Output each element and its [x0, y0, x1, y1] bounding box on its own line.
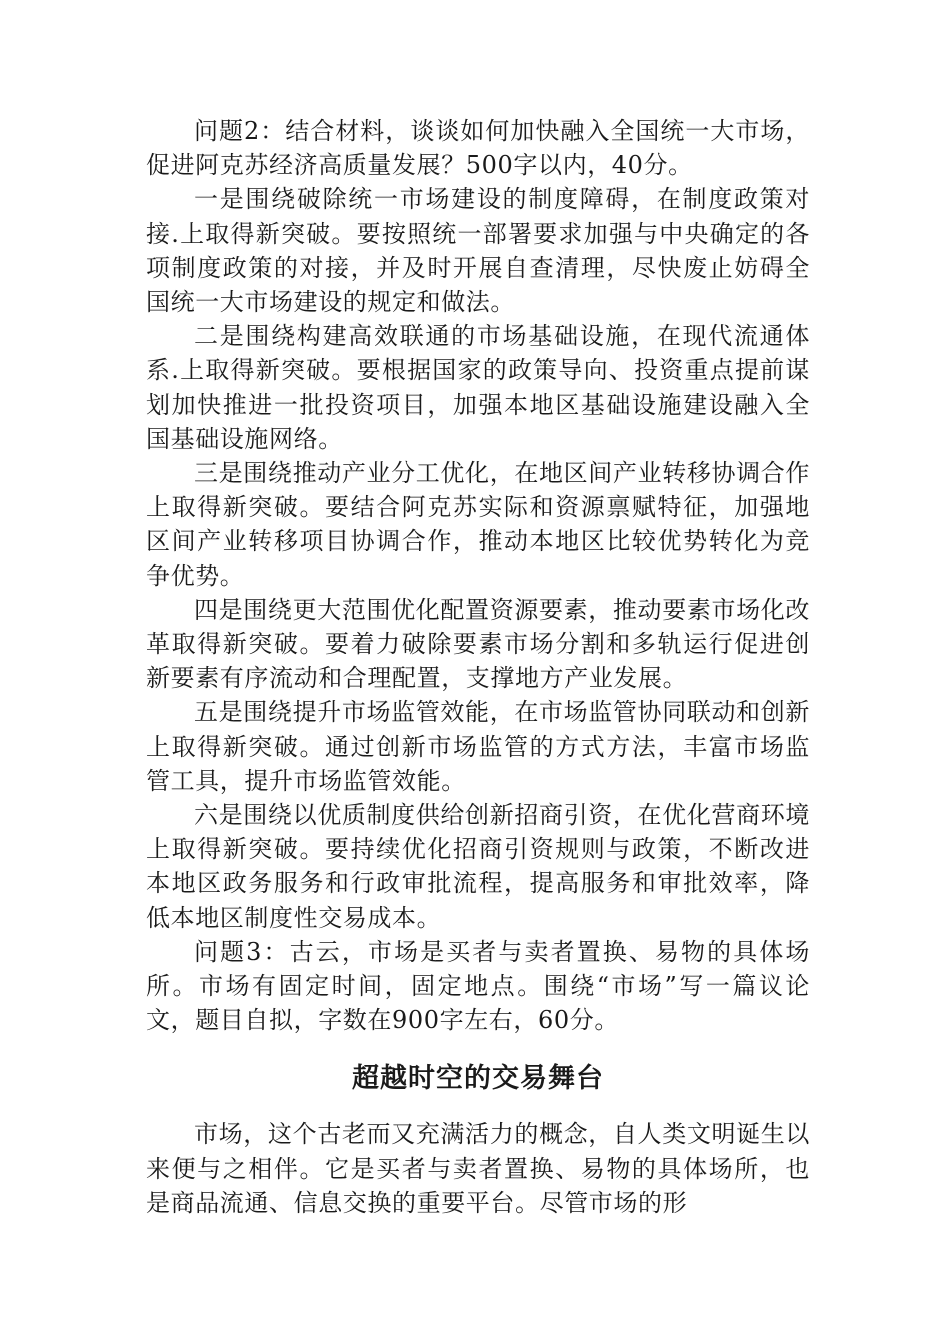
question-2-paragraph: 问题2：结合材料，谈谈如何加快融入全国统一大市场，促进阿克苏经济高质量发展？500字以内，40分。: [146, 117, 810, 180]
essay-intro-paragraph: 市场，这个古老而又充满活力的概念，自人类文明诞生以来便与之相伴。它是买者与卖者置换、易物的具体场所，也是商品流通、信息交换的重要平台。尽管市场的形: [146, 1120, 810, 1217]
question-3-paragraph: 问题3：古云，市场是买者与卖者置换、易物的具体场所。市场有固定时间，固定地点。围绕“市场”写一篇议论文，题目自拟，字数在900字左右，60分。: [146, 937, 810, 1035]
answer-point-2-paragraph: 二是围绕构建高效联通的市场基础设施，在现代流通体系.上取得新突破。要根据国家的政策导向、投资重点提前谋划加快推进一批投资项目，加强本地区基础设施建设融入全国基础设施网络。: [146, 322, 810, 453]
essay-title: 超越时空的交易舞台: [352, 1063, 604, 1095]
answer-point-3-paragraph: 三是围绕推动产业分工优化，在地区间产业转移协调合作上取得新突破。要结合阿克苏实际和资源禀赋特征，加强地区间产业转移项目协调合作，推动本地区比较优势转化为竞争优势。: [146, 459, 810, 590]
answer-point-4-paragraph: 四是围绕更大范围优化配置资源要素，推动要素市场化改革取得新突破。要着力破除要素市场分割和多轨运行促进创新要素有序流动和合理配置，支撑地方产业发展。: [146, 595, 810, 693]
answer-point-1-paragraph: 一是围绕破除统一市场建设的制度障碍，在制度政策对接.上取得新突破。要按照统一部署要求加强与中央确定的各项制度政策的对接，并及时开展自查清理，尽快废止妨碍全国统一大市场建设的规定和做法。: [146, 185, 810, 317]
document-page: [146, 114, 810, 1220]
answer-point-5-paragraph: 五是围绕提升市场监管效能，在市场监管协同联动和创新上取得新突破。通过创新市场监管的方式方法，丰富市场监管工具，提升市场监管效能。: [146, 698, 810, 795]
answer-point-6-paragraph: 六是围绕以优质制度供给创新招商引资，在优化营商环境上取得新突破。要持续优化招商引资规则与政策，不断改进本地区政务服务和行政审批流程，提高服务和审批效率，降低本地区制度性交易成本。: [146, 801, 810, 932]
